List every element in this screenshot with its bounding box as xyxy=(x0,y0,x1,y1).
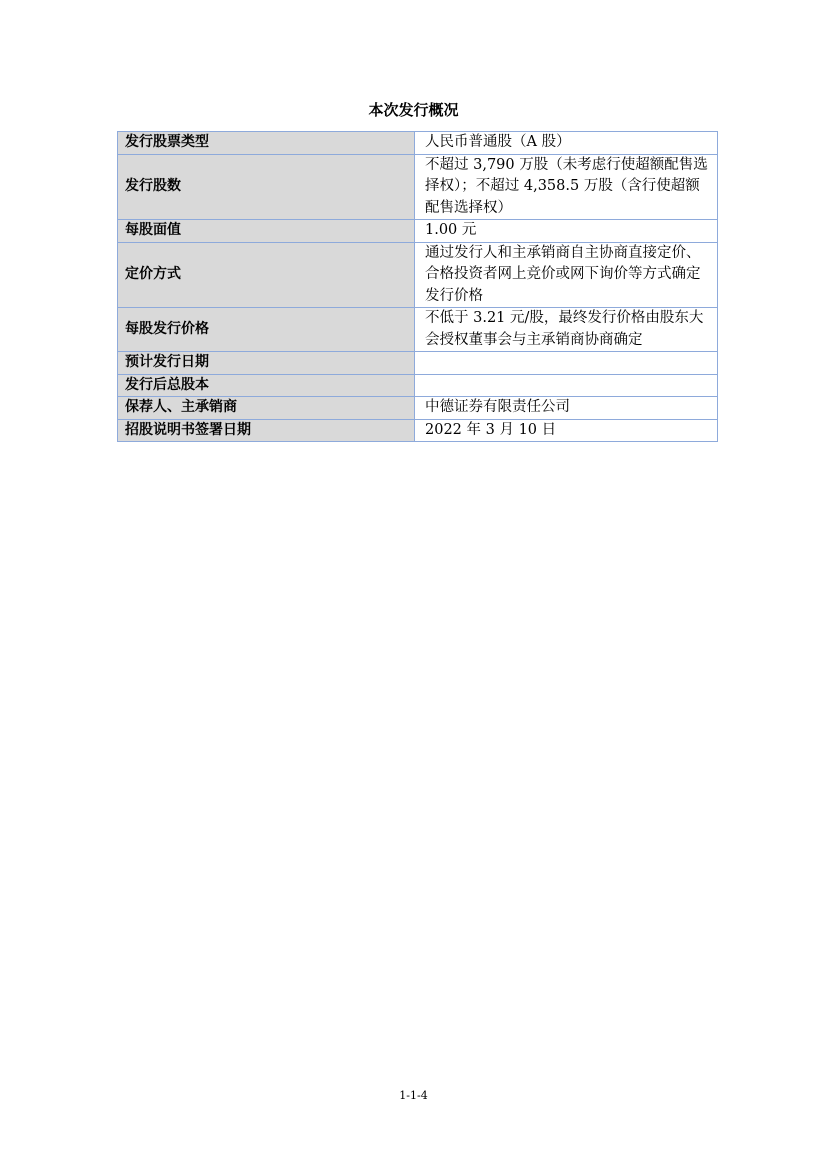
table-row xyxy=(118,154,718,220)
row-value: 不超过 3,790 万股（未考虑行使超额配售选择权）；不超过 4,358.5 万股（含行使超额配售选择权） xyxy=(415,154,718,220)
offering-summary-table xyxy=(117,131,718,442)
row-label: 发行股票类型 xyxy=(118,132,415,155)
row-value: 通过发行人和主承销商自主协商直接定价、合格投资者网上竞价或网下询价等方式确定发行价格 xyxy=(415,242,718,308)
row-label: 每股发行价格 xyxy=(118,308,415,352)
row-label: 发行后总股本 xyxy=(118,374,415,397)
row-value xyxy=(415,374,718,397)
row-label: 每股面值 xyxy=(118,220,415,243)
row-value: 中德证券有限责任公司 xyxy=(415,397,718,420)
table-row xyxy=(118,308,718,352)
row-value: 1.00 元 xyxy=(415,220,718,243)
row-label: 定价方式 xyxy=(118,242,415,308)
row-value: 不低于 3.21 元/股，最终发行价格由股东大会授权董事会与主承销商协商确定 xyxy=(415,308,718,352)
row-label: 招股说明书签署日期 xyxy=(118,419,415,442)
table-row xyxy=(118,132,718,155)
row-value: 2022 年 3 月 10 日 xyxy=(415,419,718,442)
table-row xyxy=(118,242,718,308)
table-row xyxy=(118,352,718,375)
table-row xyxy=(118,419,718,442)
row-label: 预计发行日期 xyxy=(118,352,415,375)
row-label: 发行股数 xyxy=(118,154,415,220)
page-title: 本次发行概况 xyxy=(368,101,459,119)
row-value: 人民币普通股（A 股） xyxy=(415,132,718,155)
page-number: 1-1-4 xyxy=(399,1089,428,1102)
table-row xyxy=(118,397,718,420)
table-row xyxy=(118,220,718,243)
table-row xyxy=(118,374,718,397)
row-label: 保荐人、主承销商 xyxy=(118,397,415,420)
row-value xyxy=(415,352,718,375)
